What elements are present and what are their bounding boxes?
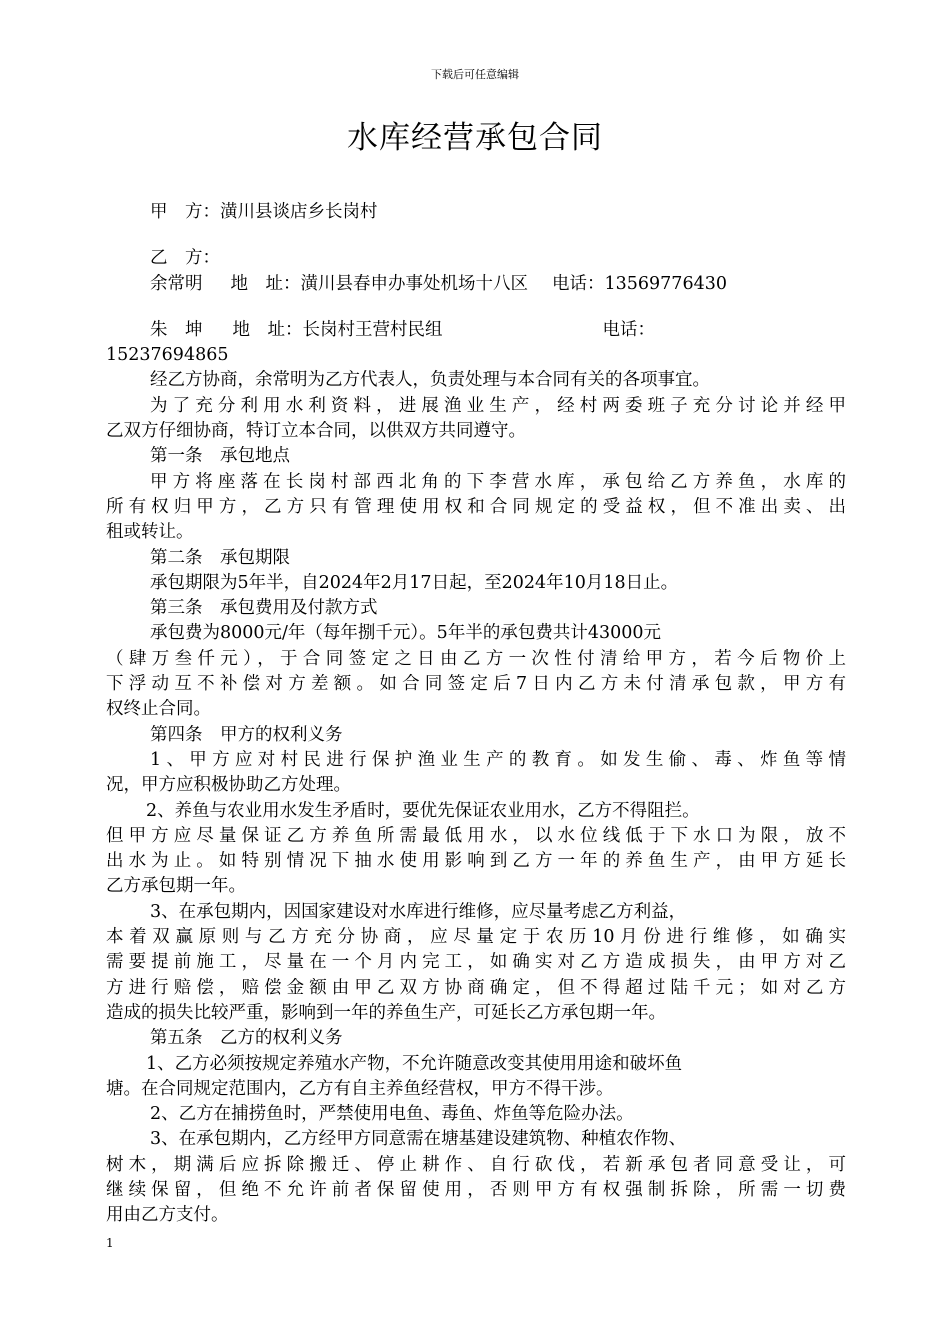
article3-line2: （肆万叁仟元），于合同签定之日由乙方一次性付清给甲方，若今后物价上 [106, 648, 846, 669]
article1-line1: 甲方将座落在长岗村部西北角的下李营水库，承包给乙方养鱼，水库的 [150, 471, 846, 492]
article4-item3-line5: 造成的损失比较严重，影响到一年的养鱼生产，可延长乙方承包期一年。 [106, 1002, 666, 1023]
article3-title: 第三条 承包费用及付款方式 [150, 598, 378, 619]
article5-item3-line3: 继续保留，但绝不允许前者保留使用，否则甲方有权强制拆除，所需一切费 [106, 1179, 846, 1200]
article5-item3-line2: 树木，期满后应拆除搬迁、停止耕作、自行砍伐，若新承包者同意受让，可 [106, 1154, 846, 1175]
article4-item3-line2: 本着双赢原则与乙方充分协商，应尽量定于农历10月份进行维修，如确实 [106, 927, 846, 948]
article4-title: 第四条 甲方的权利义务 [150, 724, 343, 745]
article3-line4: 权终止合同。 [106, 699, 211, 720]
party-b-member2-line [106, 318, 846, 343]
article4-item3-line3: 需要提前施工，尽量在一个月内完工，如确实对乙方造成损失，由甲方对乙 [106, 952, 846, 973]
page-number: 1 [106, 1236, 114, 1250]
article5-item3-line4: 用由乙方支付。 [106, 1205, 229, 1226]
article4-item2-line3: 出水为止。如特别情况下抽水使用影响到乙方一年的养鱼生产，由甲方延长 [106, 851, 846, 872]
member2-name: 朱 坤 [150, 319, 203, 340]
party-b-label: 乙 方： [150, 248, 220, 269]
member1-phone: 13569776430 [604, 273, 727, 294]
article4-item2-line1: 2、养鱼与农业用水发生矛盾时，要优先保证农业用水，乙方不得阻拦。 [146, 800, 700, 821]
article1-line2: 所有权归甲方，乙方只有管理使用权和合同规定的受益权，但不准出卖、出 [106, 496, 846, 517]
article2-line1: 承包期限为5年半，自2024年2月17日起，至2024年10月18日止。 [150, 572, 679, 593]
header-note: 下载后可任意编辑 [431, 68, 519, 81]
party-a-label: 甲 方： [150, 202, 220, 222]
member1-address: 潢川县春申办事处机场十八区 [300, 273, 528, 294]
article4-item1-line2: 况，甲方应积极协助乙方处理。 [106, 775, 351, 796]
member2-address: 长岗村王营村民组 [302, 319, 443, 340]
para-purpose-2: 乙双方仔细协商，特订立本合同，以供双方共同遵守。 [106, 421, 526, 442]
article3-line1: 承包费为8000元/年（每年捌千元）。5年半的承包费共计43000元 [150, 623, 661, 644]
member1-address-label: 地 址： [230, 273, 301, 294]
article2-title: 第二条 承包期限 [150, 547, 290, 568]
member1-name: 余常明 [150, 273, 203, 294]
party-b-member1-line [106, 272, 846, 297]
para-purpose-1: 为了充分利用水利资料，进展渔业生产，经村两委班子充分讨论并经甲 [150, 395, 846, 416]
member2-phone-label: 电话： [602, 319, 655, 340]
article4-item3-line1: 3、在承包期内，因国家建设对水库进行维修，应尽量考虑乙方利益， [150, 901, 687, 922]
member1-phone-label: 电话： [552, 273, 605, 294]
article3-line3: 下浮动互不补偿对方差额。如合同签定后7日内乙方未付清承包款，甲方有 [106, 674, 846, 695]
article4-item1-line1: 1、甲方应对村民进行保护渔业生产的教育。如发生偷、毒、炸鱼等情 [150, 749, 846, 770]
para-representative: 经乙方协商，余常明为乙方代表人，负责处理与本合同有关的各项事宜。 [150, 370, 710, 391]
article4-item3-line4: 方进行赔偿，赔偿金额由甲乙双方协商确定，但不得超过陆千元；如对乙方 [106, 977, 846, 998]
contract-body [106, 200, 846, 1229]
document-title: 水库经营承包合同 [347, 120, 603, 156]
member2-phone: 15237694865 [106, 345, 229, 366]
article5-item1-line2: 塘。在合同规定范围内，乙方有自主养鱼经营权，甲方不得干涉。 [106, 1078, 614, 1099]
member2-address-label: 地 址： [232, 319, 303, 340]
article4-item2-line2: 但甲方应尽量保证乙方养鱼所需最低用水，以水位线低于下水口为限，放不 [106, 825, 846, 846]
article5-item1-line1: 1、乙方必须按规定养殖水产物，不允许随意改变其使用用途和破坏鱼 [146, 1053, 683, 1074]
party-a-value: 潢川县谈店乡长岗村 [220, 202, 378, 222]
party-a-line [106, 200, 846, 225]
article5-title: 第五条 乙方的权利义务 [150, 1028, 343, 1049]
article1-title: 第一条 承包地点 [150, 446, 290, 467]
party-b-line [106, 246, 846, 271]
article5-item3-line1: 3、在承包期内，乙方经甲方同意需在塘基建设建筑物、种植农作物、 [150, 1129, 687, 1150]
article1-line3: 租或转让。 [106, 522, 194, 543]
article4-item2-line4: 乙方承包期一年。 [106, 876, 246, 897]
article5-item2-line1: 2、乙方在捕捞鱼时，严禁使用电鱼、毒鱼、炸鱼等危险办法。 [150, 1104, 634, 1125]
